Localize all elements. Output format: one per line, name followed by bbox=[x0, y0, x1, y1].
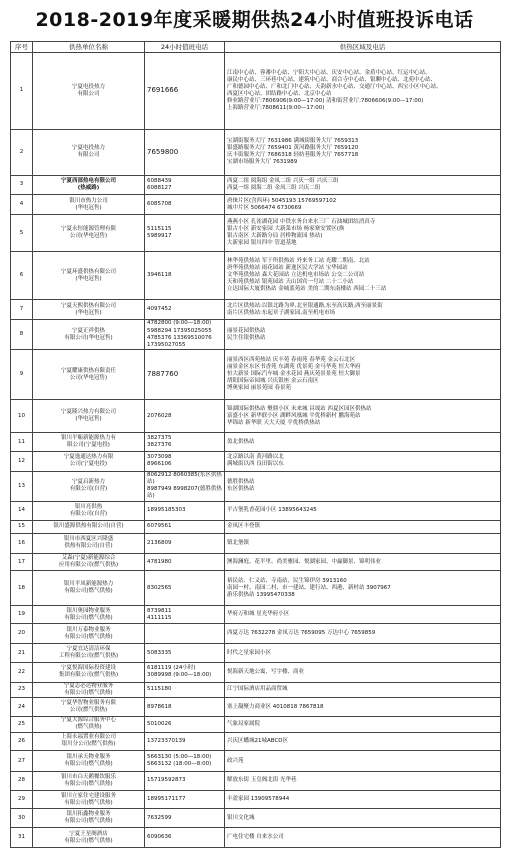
hotline-phone: 8739811 4111115 bbox=[145, 605, 225, 624]
unit-name: 宁夏天熙供热有限公司 (华电冠售) bbox=[33, 300, 145, 320]
table-row bbox=[11, 732, 501, 751]
hotline-phone: 7887760 bbox=[145, 350, 225, 400]
hotline-table bbox=[10, 41, 501, 848]
service-area: 盈北供热站 bbox=[225, 433, 501, 452]
service-area: 西夏二组 阅海组 金凤二组 兴庆一组 兴庆三组 西夏一组 阅海二组 金凤三组 兴庆二组 bbox=[225, 175, 501, 195]
service-area: 锦湖国际供热站 聚鼎小区 未来城 昌晟站 西夏区园区供热站 富盛小区 新华联小区 湖畔风凰城 平优桥新村 鹏海苑站 华锦站 新华联 天大天厦 平优桥供热站 bbox=[225, 400, 501, 433]
service-area: 唐徕片区(含西环) 5045193 15769597102 城中片区 5066474 6730669 bbox=[225, 195, 501, 215]
hotline-phone bbox=[145, 624, 225, 644]
hotline-phone: 8302565 bbox=[145, 571, 225, 605]
hotline-phone: 3073098 8966106 bbox=[145, 451, 225, 471]
unit-name: 宁夏王星阁酒店 有限公司(燃气供热) bbox=[33, 828, 145, 848]
table-row bbox=[11, 471, 501, 501]
table-row bbox=[11, 662, 501, 682]
header-area: 供热区域及电话 bbox=[225, 42, 501, 53]
table-row bbox=[11, 319, 501, 349]
service-area: 广电住宅楼 自来水公司 bbox=[225, 828, 501, 848]
hotline-phone: 6181119 (24小时) 3089998 (9:00—18:00) bbox=[145, 662, 225, 682]
unit-name: 宁夏志必达物业服务 有限公司(燃气供热) bbox=[33, 682, 145, 698]
table-row bbox=[11, 501, 501, 520]
unit-name: 银川市西夏区兴隆盛 供热有限公司(自营) bbox=[33, 534, 145, 554]
service-area: 北京路以南 黄河路以北 满城街以西 良田街以东 bbox=[225, 451, 501, 471]
unit-name: 宁夏逸通达热力有限 公司(宁夏电投) bbox=[33, 451, 145, 471]
row-number: 28 bbox=[11, 772, 33, 791]
table-body bbox=[11, 53, 501, 848]
unit-name: 银川奥园物业服务 有限公司(燃气供热) bbox=[33, 605, 145, 624]
service-area: 华府万和城 星光华府小区 bbox=[225, 605, 501, 624]
table-row bbox=[11, 553, 501, 571]
row-number: 25 bbox=[11, 716, 33, 732]
hotline-phone: 6088439 6088127 bbox=[145, 175, 225, 195]
table-row bbox=[11, 751, 501, 772]
table-row bbox=[11, 175, 501, 195]
row-number: 8 bbox=[11, 319, 33, 349]
hotline-phone: 13723370139 bbox=[145, 732, 225, 751]
row-number: 27 bbox=[11, 751, 33, 772]
service-area: 裕民站、仁义站、寺南站、民生锦伊房 3913160 南园一村、南园二村、市一建站、建行站、西港、新村站 3907967 游乐供热站 13995470338 bbox=[225, 571, 501, 605]
hotline-phone: 3827375 3827376 bbox=[145, 433, 225, 452]
service-area: 丰盈家园 13909578944 bbox=[225, 790, 501, 809]
hotline-phone: 15719592873 bbox=[145, 772, 225, 791]
table-row bbox=[11, 53, 501, 130]
unit-name: 银川平凤新能源热力 有限公司(燃气供热) bbox=[33, 571, 145, 605]
hotline-phone: 5115180 bbox=[145, 682, 225, 698]
table-row bbox=[11, 252, 501, 300]
hotline-phone: 7632599 bbox=[145, 809, 225, 828]
hotline-phone: 8978618 bbox=[145, 698, 225, 717]
hotline-phone: 6079561 bbox=[145, 520, 225, 534]
row-number: 13 bbox=[11, 471, 33, 501]
service-area: 江南中心站、蓉蕃中心站、宁阳大中心站、庆安中心站、金盾中心站、红运中心站、 康民中心站、三环巷中心站、建筑中心站、商合寺中心站、银聊中心站、北苑中心站、 广和德园中心站、广和北门中心站、天韵新水中心站、交通厅中心站、西宝小区中心站、 西夏区中心站、团结路中心站、北京中心站 修业路营业厅:7806906(9:00—17:00) 清和街营业厅:7806606(9:00—17:00) 上海路营业厅:7808611(9:00—17:00) bbox=[225, 53, 501, 130]
unit-name: 银川市白天鹅餐饮服乐 有限公司(燃气供热) bbox=[33, 772, 145, 791]
unit-name: 宁夏正祥供热 有限公司(华电冠售) bbox=[33, 319, 145, 349]
row-number: 1 bbox=[11, 53, 33, 130]
service-area: 澳海澜庭、花半里、尚美雅园、悦湖家园、中赢御景、锦明伟业 bbox=[225, 553, 501, 571]
unit-name: 银川盛源供热有限公司(自营) bbox=[33, 520, 145, 534]
header-phone: 24小时值班电话 bbox=[145, 42, 225, 53]
service-area: 解放东街 玉皇阁北街 光华巷 bbox=[225, 772, 501, 791]
table-row bbox=[11, 534, 501, 554]
unit-name: 宁夏隆兴热力有限公司 (华电冠售) bbox=[33, 400, 145, 433]
table-header-row bbox=[11, 42, 501, 53]
table-row bbox=[11, 790, 501, 809]
hotline-phone: 4782800 (9:00—18:00) 5988294 17395025055 4785376 13369510076 17395027055 bbox=[145, 319, 225, 349]
service-area: 西夏万达 7632278 金凤万达 7659095 万达中心 7659859 bbox=[225, 624, 501, 644]
hotline-phone: 8062912 8060385(东区供热站) 8987949 8998207(德胜供热站) bbox=[145, 471, 225, 501]
service-area: 林华苑供热站 军干所供热站 外来务工站 光耀二期南、北站 唐华苑供热站 雨花园站 新逸区民大学站 宝华园站 文华苑供热站 森大花园站 立达机电市场站 公交二公司站 天和苑供热站 银苑园站 天山国宾一号站 二十二小站 立达国际大厦供热站 金城蓝苑站 美的二期东南楼站 西园二十三站 bbox=[225, 252, 501, 300]
service-area: 时代之星家园小区 bbox=[225, 644, 501, 663]
table-row bbox=[11, 698, 501, 717]
hotline-phone: 5115115 5989917 bbox=[145, 215, 225, 252]
table-row bbox=[11, 828, 501, 848]
row-number: 15 bbox=[11, 520, 33, 534]
row-number: 11 bbox=[11, 433, 33, 452]
row-number: 2 bbox=[11, 129, 33, 175]
hotline-phone: 3946118 bbox=[145, 252, 225, 300]
unit-name: 银川万泰物业服务 有限公司(燃气供热) bbox=[33, 624, 145, 644]
service-area: 气象局家属院 bbox=[225, 716, 501, 732]
hotline-phone: 7691666 bbox=[145, 53, 225, 130]
row-number: 26 bbox=[11, 732, 33, 751]
hotline-phone: 6090636 bbox=[145, 828, 225, 848]
service-area: 德胜供热站 东区供热站 bbox=[225, 471, 501, 501]
row-number: 24 bbox=[11, 698, 33, 717]
table-row bbox=[11, 809, 501, 828]
row-number: 16 bbox=[11, 534, 33, 554]
service-area: 政兴苑 bbox=[225, 751, 501, 772]
unit-name: 银川亮供热 有限公司(自营) bbox=[33, 501, 145, 520]
service-area: 兴庆区蟠城21城ABCD区 bbox=[225, 732, 501, 751]
row-number: 4 bbox=[11, 195, 33, 215]
hotline-phone: 18995185303 bbox=[145, 501, 225, 520]
unit-name: 宁夏环盛供热有限公司 (华电冠售) bbox=[33, 252, 145, 300]
unit-name: 宁夏电投热力 有限公司 bbox=[33, 53, 145, 130]
service-area: 江宁国际酒店用品商贸城 bbox=[225, 682, 501, 698]
unit-name: 上海永福置业有限公司 银川分公司(燃气供热) bbox=[33, 732, 145, 751]
service-area: 平吉堡乳香花园小区 13895643245 bbox=[225, 501, 501, 520]
hotline-phone: 18995171177 bbox=[145, 790, 225, 809]
table-row bbox=[11, 605, 501, 624]
document-title: 2018-2019年度采暖期供热24小时值班投诉电话 bbox=[35, 9, 474, 31]
row-number: 9 bbox=[11, 350, 33, 400]
table-row bbox=[11, 350, 501, 400]
unit-name: 宁夏西部热电有限公司 (热威路) bbox=[33, 175, 145, 195]
hotline-phone: 5663130 (5:00—18:00) 5663132 (18:00—8:00) bbox=[145, 751, 225, 772]
table-row bbox=[11, 195, 501, 215]
unit-name: 银川立家住宅建设服务 有限公司(燃气供热) bbox=[33, 790, 145, 809]
hotline-phone: 2136809 bbox=[145, 534, 225, 554]
unit-name: 宁夏永恒能源管理有限 公司(华电冠售) bbox=[33, 215, 145, 252]
table-row bbox=[11, 129, 501, 175]
table-row bbox=[11, 716, 501, 732]
unit-name: 宁夏耀康供热有限责任 公司(华电冠售) bbox=[33, 350, 145, 400]
header-no: 序号 bbox=[11, 42, 33, 53]
service-area: 北片区供热站:以银北路为界,北至银通路,东至高庆路,西至丽景街 南片区供热站:东起章子湖家园,南至机电市场 bbox=[225, 300, 501, 320]
unit-name: 宁夏电投热力 有限公司 bbox=[33, 129, 145, 175]
hotline-phone: 2076028 bbox=[145, 400, 225, 433]
hotline-phone: 7659800 bbox=[145, 129, 225, 175]
hotline-phone: 6085708 bbox=[145, 195, 225, 215]
unit-name: 宁夏悦海国际投资建设 集团有限公司(燃气供热) bbox=[33, 662, 145, 682]
row-number: 5 bbox=[11, 215, 33, 252]
table-row bbox=[11, 520, 501, 534]
service-area: 燕燕小区 孔雀湖花园 中铁水务自来水三厂 石油城团结消真寺 银古小区 新安家园 大新菜市场 杨家寨安置区(换 银古南区 大新路分局 居桥物流园 热站) 大新家园 银川四中 管道基地 bbox=[225, 215, 501, 252]
row-number: 7 bbox=[11, 300, 33, 320]
unit-name: 宁夏大源综合服务中心 (燃气供热) bbox=[33, 716, 145, 732]
row-number: 12 bbox=[11, 451, 33, 471]
hotline-phone: 4781980 bbox=[145, 553, 225, 571]
row-number: 31 bbox=[11, 828, 33, 848]
row-number: 3 bbox=[11, 175, 33, 195]
unit-name: 银川平赈新能源热力有 限公司(宁夏电投) bbox=[33, 433, 145, 452]
table-row bbox=[11, 451, 501, 471]
row-number: 18 bbox=[11, 571, 33, 605]
service-area: 银川文化城 bbox=[225, 809, 501, 828]
table-row bbox=[11, 571, 501, 605]
service-area: 金凤区丰登镇 bbox=[225, 520, 501, 534]
service-area: 宝湖街服务大厅 7631986 满城街服务大厅 7659313 银盛路服务大厅 7659401 黄河路服务大厅 7659120 庆丰街服务大厅 7686318 轻纺巷服务大厅 7657718 宝湖市场服务大厅 7631989 bbox=[225, 129, 501, 175]
hotline-phone: 5010026 bbox=[145, 716, 225, 732]
hotline-phone: 4097452 bbox=[145, 300, 225, 320]
row-number: 17 bbox=[11, 553, 33, 571]
unit-name: 宁夏宜达清洁环保 工程有限公司(燃气供热) bbox=[33, 644, 145, 663]
unit-name: 银川拓鑫物业服务 有限公司(燃气供热) bbox=[33, 809, 145, 828]
unit-name: 银川承天物业服务 有限公司(燃气供热) bbox=[33, 751, 145, 772]
header-unit: 供热单位名称 bbox=[33, 42, 145, 53]
row-number: 30 bbox=[11, 809, 33, 828]
row-number: 14 bbox=[11, 501, 33, 520]
row-number: 21 bbox=[11, 644, 33, 663]
service-area: 丽景西区西苑热站 庆丰苑 春雨苑 春华苑 金云石北区 丽景金区东区书香苑 东湖苑 优景苑 金马华苑 恒大华府 恒大新景 国际汽车城 金水花园 燕庆苑景景苑 恒大御景 胡阳国际帝园城 兴庆银座 金云石南区 博奥家园 丽景苑园 春景苑 bbox=[225, 350, 501, 400]
service-area: 镇北堡镇 bbox=[225, 534, 501, 554]
service-area: 丽景花园供热站 民生住银供热站 bbox=[225, 319, 501, 349]
service-area: 悦海新天地公寓、写字楼、商业 bbox=[225, 662, 501, 682]
row-number: 29 bbox=[11, 790, 33, 809]
service-area: 塞上凝聚力商业区 4010818 7867818 bbox=[225, 698, 501, 717]
row-number: 19 bbox=[11, 605, 33, 624]
row-number: 22 bbox=[11, 662, 33, 682]
row-number: 20 bbox=[11, 624, 33, 644]
unit-name: 宁夏华智物业服务有限 公司(燃气供热) bbox=[33, 698, 145, 717]
table-row bbox=[11, 300, 501, 320]
row-number: 10 bbox=[11, 400, 33, 433]
row-number: 6 bbox=[11, 252, 33, 300]
table-row bbox=[11, 433, 501, 452]
table-row bbox=[11, 644, 501, 663]
table-row bbox=[11, 400, 501, 433]
unit-name: 银川市热力公司 (华电冠售) bbox=[33, 195, 145, 215]
table-row bbox=[11, 215, 501, 252]
row-number: 23 bbox=[11, 682, 33, 698]
table-row bbox=[11, 682, 501, 698]
hotline-phone: 5083335 bbox=[145, 644, 225, 663]
table-row bbox=[11, 624, 501, 644]
unit-name: 宁夏启新热力 有限公司(自营) bbox=[33, 471, 145, 501]
unit-name: 艾森(宁夏)新能源综合 应用有限公司(燃气供热) bbox=[33, 553, 145, 571]
table-row bbox=[11, 772, 501, 791]
